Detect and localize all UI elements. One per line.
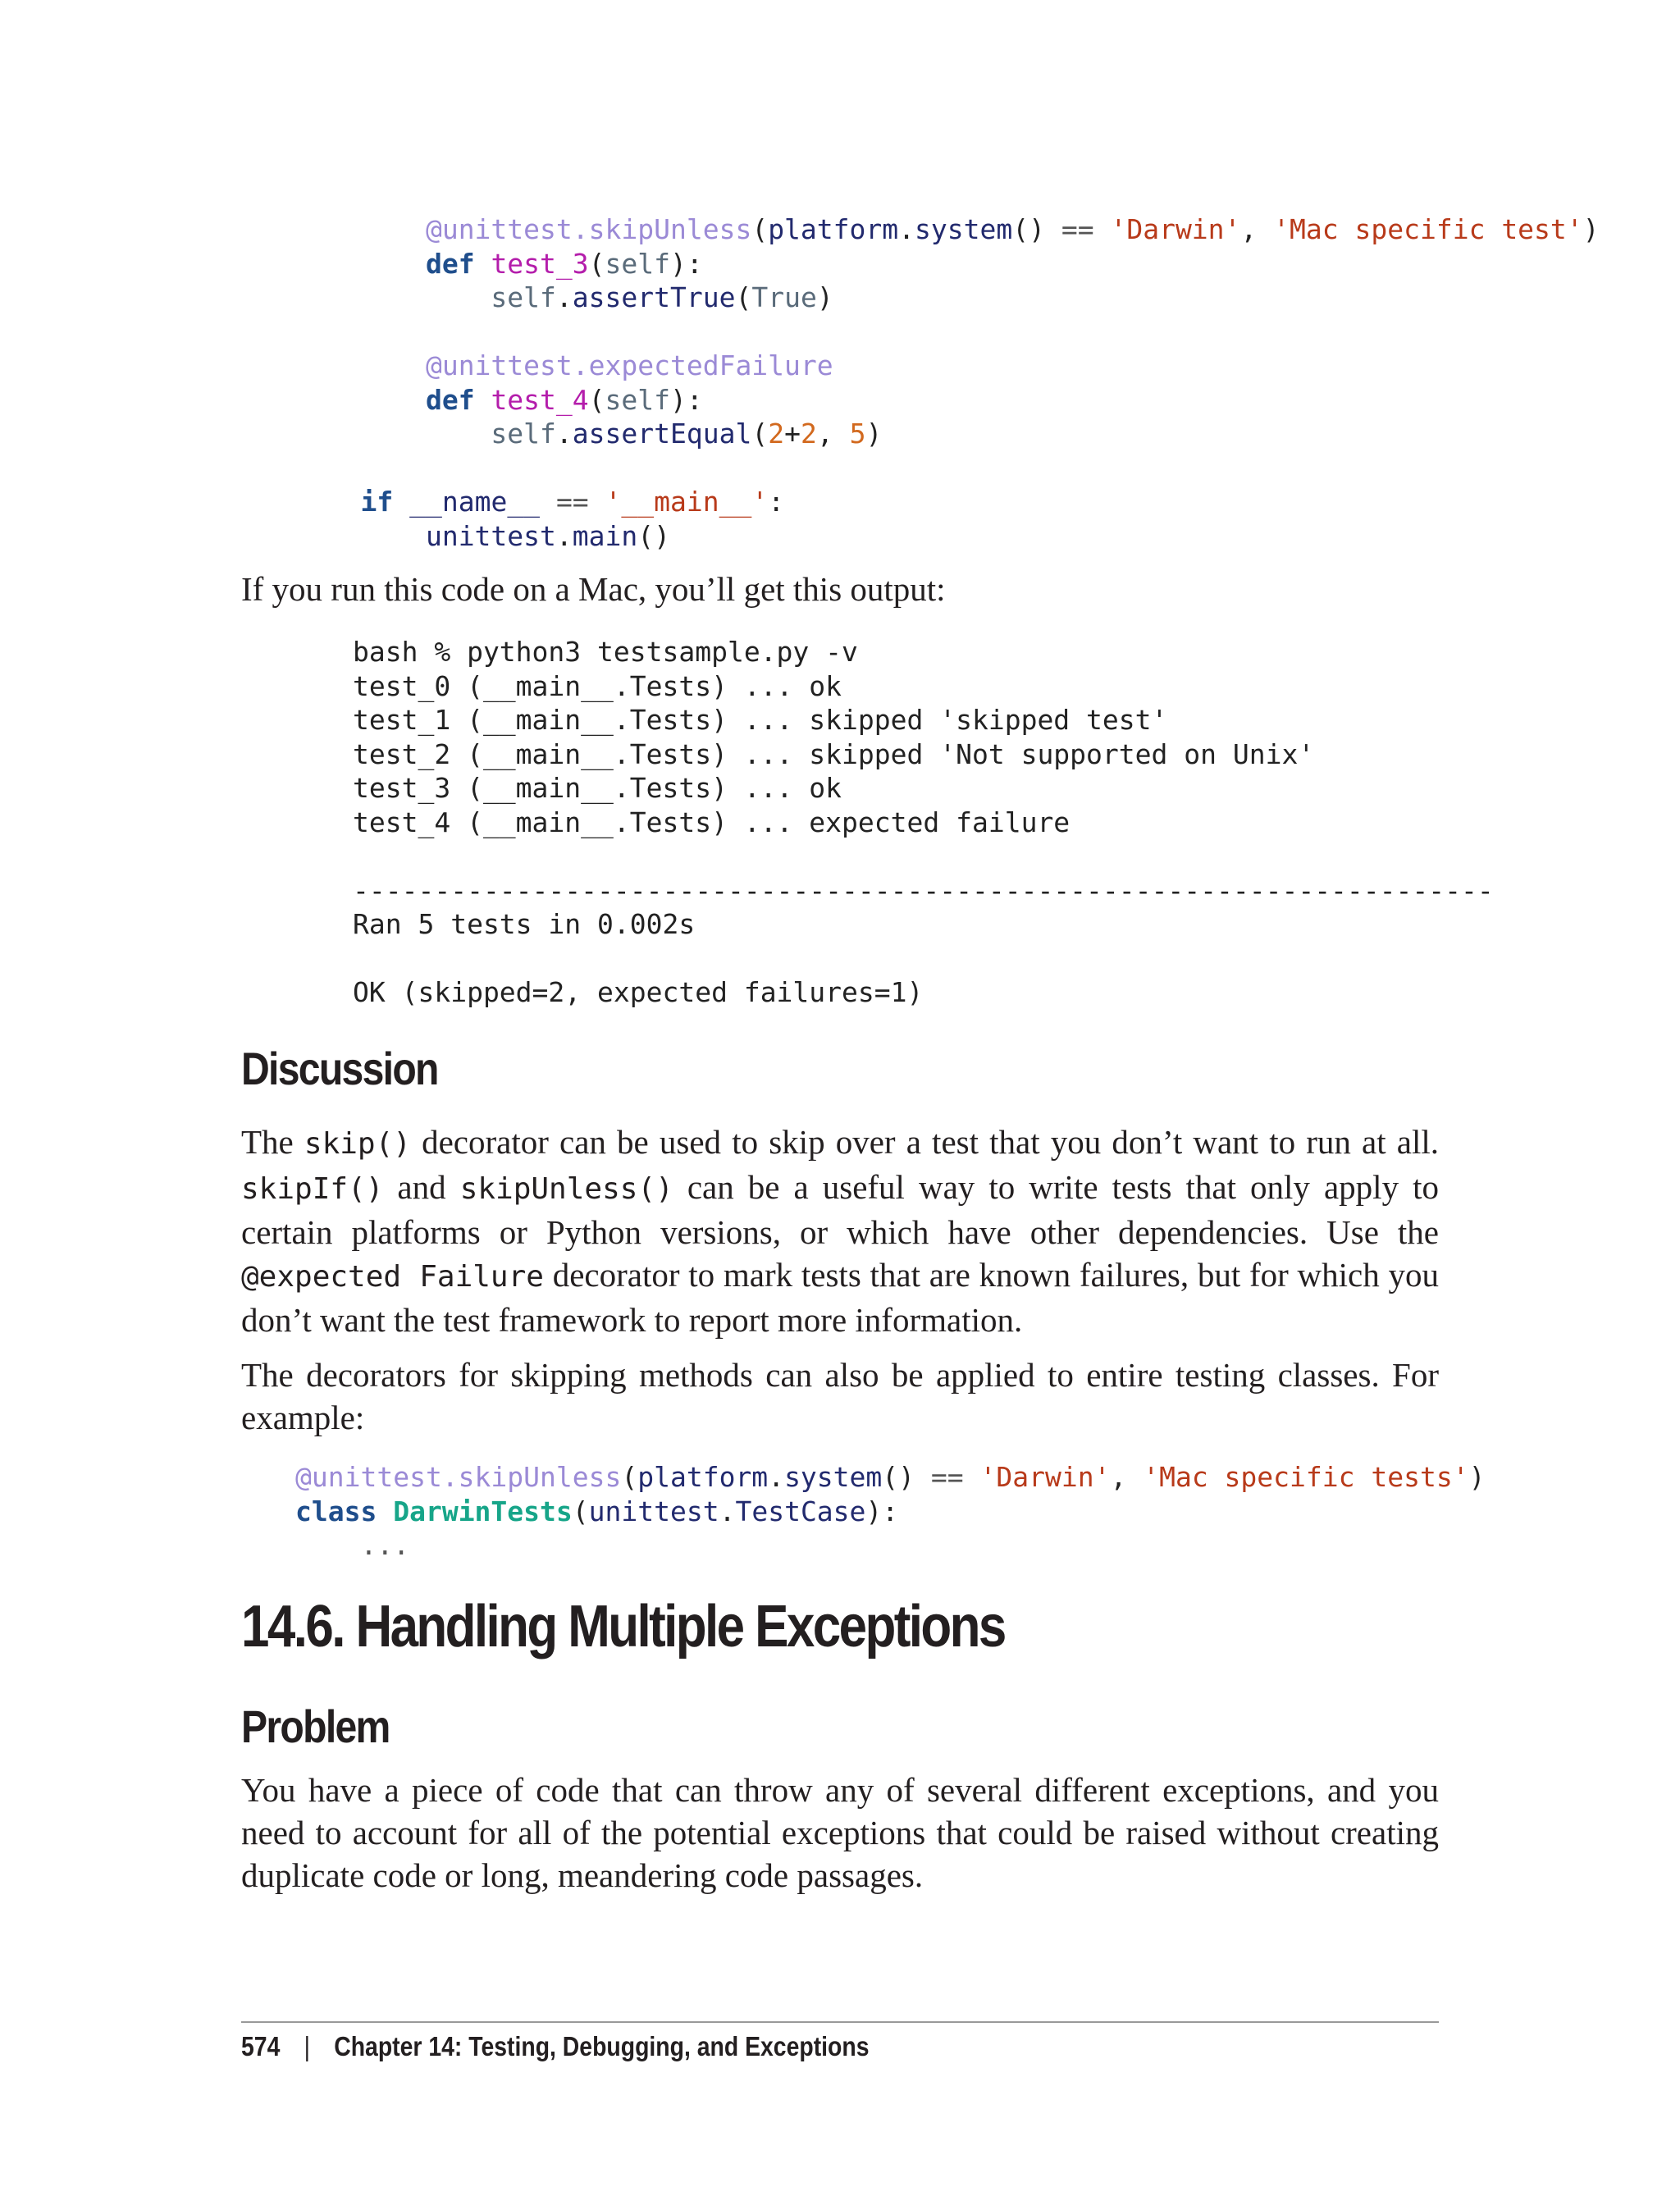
code-line: def test_4(self): [425,383,703,416]
output-line: test_2 (__main__.Tests) ... skipped 'Not supported on Unix' [353,737,1315,770]
footer-separator: | [304,2031,310,2061]
output-intro-paragraph: If you run this code on a Mac, you’ll get this output: [241,570,946,608]
code-line: class DarwinTests(unittest.TestCase): [295,1495,899,1527]
inline-code: skipUnless() [459,1172,673,1206]
chapter-title: Chapter 14: Testing, Debugging, and Exceptions [334,2031,870,2061]
code-line: @unittest.expectedFailure [425,349,833,381]
code-line: @unittest.skipUnless(platform.system() == 'Darwin', 'Mac specific test') [425,213,1600,245]
inline-code: @expected Failure [241,1260,544,1294]
class-decorator-paragraph: The decorators for skipping methods can also be applied to entire testing classes. For example: [241,1356,1439,1436]
discussion-paragraph: The skip() decorator can be used to skip over a test that you don’t want to run at all. skipIf() and skipUnless() can be a useful way to write tests that only apply to certain platforms or Python versions, or which have other dependencies. Use the @expected Failure decorator to mark tests that are known failures, but for which you don’t want the test framework to report more information. [241,1123,1440,1339]
output-separator: ---------------------------------------------------------------------- [353,874,1494,906]
output-line: test_0 (__main__.Tests) ... ok [353,669,842,702]
terminal-output-block [353,635,1494,1010]
section-title: 14.6. Handling Multiple Exceptions [241,1594,1005,1659]
inline-code: skip() [304,1127,411,1161]
code-block-class-decorator [295,1460,1485,1563]
code-line: self.assertEqual(2+2, 5) [491,418,883,450]
output-line: test_3 (__main__.Tests) ... ok [353,772,842,804]
output-line: bash % python3 testsample.py -v [353,636,858,668]
code-line: unittest.main() [425,519,671,552]
output-line: test_4 (__main__.Tests) ... expected failure [353,806,1071,838]
code-line: ... [360,1529,410,1561]
output-line: OK (skipped=2, expected failures=1) [353,976,924,1008]
output-line: test_1 (__main__.Tests) ... skipped 'skipped test' [353,704,1168,736]
code-line: @unittest.skipUnless(platform.system() == 'Darwin', 'Mac specific tests') [295,1461,1486,1493]
footer-rule [241,2021,1439,2023]
output-line: Ran 5 tests in 0.002s [353,908,696,940]
page-number: 574 [241,2031,281,2061]
code-line: self.assertTrue(True) [491,281,833,313]
inline-code: skipIf() [241,1172,384,1206]
problem-heading: Problem [241,1701,390,1752]
discussion-heading: Discussion [241,1043,438,1094]
code-block-test-methods [295,212,1600,553]
code-line: if __name__ == '__main__': [360,486,785,518]
code-line: def test_3(self): [425,247,703,280]
page-footer [241,2031,869,2062]
problem-paragraph: You have a piece of code that can throw any of several different exceptions, and you need to account for all of the potential exceptions that could be raised without creating duplicate code or long, meandering code passages. [241,1771,1439,1894]
